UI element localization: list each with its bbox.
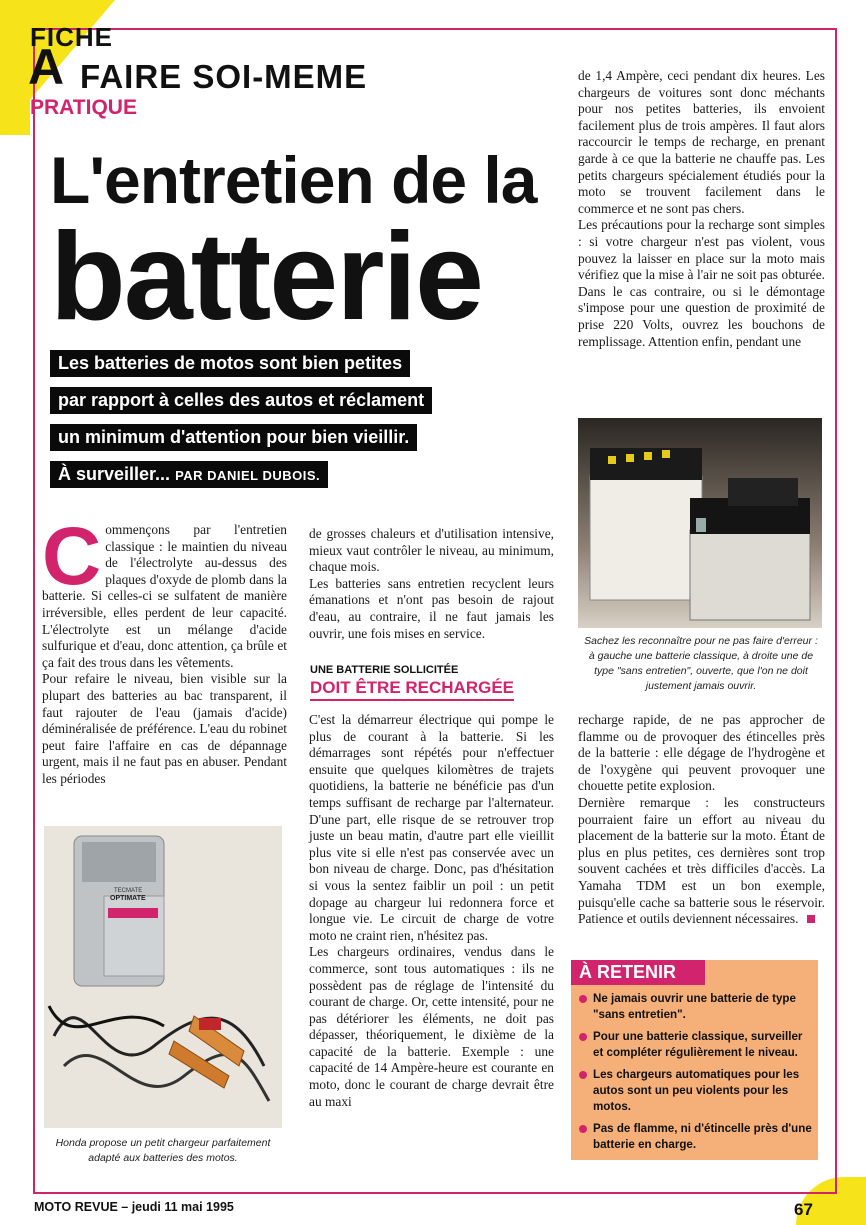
paragraph: C'est la démarreur électrique qui pompe le plus de courant à la batterie. Si les démarrages sont répétés pour n'effectuer ensuite que quelques kilomètres de trajets quotidiens, la batterie ne bénéficie pas d'un temps suffisant de recharge par l'alternateur. D'une part, elle risque de se retrouver trop juste un beau matin, d'autre part elle vieillit plus vite si elle n'est pas conservée avec un bon niveau de charge. Donc, pas d'hésitation si vous la sentez faiblir un poil : un petit dopage au chargeur lui redonnera force et longue vie. Le circuit de charge de votre moto ne craint rien, n'hésitez pas. [309,712,554,943]
paragraph: de 1,4 Ampère, ceci pendant dix heures. Les chargeurs de voitures sont donc méchants pour nos petites batteries, ils envoient facilement plus de trois ampères. Il faut alors raccourcir le temps de recharge, en prenant garde à ce que la batterie ne chauffe pas. Les petits chargeurs spécialement étudiés pour la moto se trouvent facilement dans le commerce et ne sont pas chers. [578,68,825,216]
photo-caption-batteries: Sachez les reconnaître pour ne pas faire d'erreur : à gauche une batterie classique, à droite une de type "sans entretien", ouverte, que l'on ne doit justement jamais ouvrir. [584,635,818,692]
key-point-text: Pour une batterie classique, surveiller et compléter régulièrement le niveau. [593,1030,803,1059]
key-points-title: À RETENIR [571,960,705,985]
charger-photo [44,826,282,1128]
key-point-item [579,1121,812,1153]
column-2-body [309,712,554,1110]
subheading-kicker: UNE BATTERIE SOLLICITÉE [310,664,459,676]
column-3-body [578,712,825,928]
bullet-icon [579,995,587,1003]
lead-text: À surveiller... [58,464,171,484]
rubric-pratique: PRATIQUE [30,96,137,119]
key-point-item [579,1029,812,1061]
key-points-list [571,991,818,1153]
key-point-item [579,991,812,1023]
bullet-icon [579,1033,587,1041]
column-2 [309,526,554,642]
lead-line: Les batteries de motos sont bien petites [50,350,410,377]
rubric-a: A [28,39,65,95]
end-mark-icon [807,915,815,923]
article-title-line2: batterie [50,208,482,346]
batteries-illustration [578,418,822,628]
drop-cap: C [42,511,102,602]
lead-line-last [50,461,328,488]
paragraph: Pour refaire le niveau, bien visible sur la plupart des batteries au bac transparent, il faut rajouter de l'eau (jamais d'acide) déminéralisée de préférence. L'eau du robinet peut faire l'affaire en cas de dépannage urgent, mais il ne faut pas en abuser. Pendant les périodes [42,671,287,786]
rubric-faire: FAIRE SOI-MEME [80,58,368,95]
key-point-text: Ne jamais ouvrir une batterie de type "sans entretien". [593,992,796,1021]
paragraph: Les chargeurs ordinaires, vendus dans le commerce, sont tous automatiques : ils ne possèdent pas de réglage de l'intensité du courant de charge. Or, cette intensité, pour ne pas détériorer les éléments, ne doit pas dépasser, théoriquement, le dixième de la capacité de la batterie. Exemple : une capacité de 14 Ampère-heure est courante en moto, donc le courant de charge devrait être au maxi [309,944,554,1109]
paragraph: ommençons par l'entretien classique : le maintien du niveau de l'électrolyte au-dessus des plaques d'oxyde de plomb dans la batterie. Si celles-ci se sulfatent de manière irréversible, elles perdent de leur capacité. L'électrolyte est un mélange d'acide sulfurique et d'eau, donc attention, ça brûle et ça fait des trous dans les vêtements. [42,522,287,670]
key-points-box [571,960,818,1160]
lead-line: un minimum d'attention pour bien vieillir. [50,424,417,451]
paragraph: de grosses chaleurs et d'utilisation intensive, mieux vaut contrôler le niveau, au minimum, chaque mois. [309,526,554,575]
page-number: 67 [794,1200,813,1219]
byline: PAR DANIEL DUBOIS. [175,468,321,483]
key-point-item [579,1067,812,1115]
column-1 [42,511,287,788]
article-title-line1: L'entretien de la [50,143,537,217]
bullet-icon [579,1071,587,1079]
photo-caption-charger: Honda propose un petit chargeur parfaitement adapté aux batteries des motos. [55,1137,271,1164]
paragraph [578,795,825,928]
footer-publication: MOTO REVUE – jeudi 11 mai 1995 [34,1200,234,1214]
paragraph: Les batteries sans entretien recyclent leurs émanations et n'ont pas besoin de rajout d'eau, au contraire, il ne faut jamais les ouvrir, une fois mises en service. [309,575,554,641]
key-point-text: Les chargeurs automatiques pour les autos sont un peu violents pour les motos. [593,1068,800,1113]
column-3-top [578,68,825,350]
lead-line: par rapport à celles des autos et réclament [50,387,432,414]
rubric-fiche: FICHE [30,22,113,52]
paragraph-text: Dernière remarque : les constructeurs pourraient faire un effort au niveau du placement de la batterie sur la moto. Étant de plus en plus petites, ces dernières sont trop souvent cachées et très difficiles d'accès. La Yamaha TDM est un bon exemple, puisqu'elle cache sa batterie sous le réservoir. Patience et outils deviennent nécessaires. [578,794,825,927]
charger-illustration [44,826,282,1128]
charger-brand-label: OPTIMATE [110,895,146,902]
subheading-title: DOIT ÊTRE RECHARGÉE [310,678,514,701]
batteries-photo [578,418,822,628]
key-point-text: Pas de flamme, ni d'étincelle près d'une batterie en charge. [593,1122,812,1151]
paragraph: Les précautions pour la recharge sont simples : si votre chargeur n'est pas violent, vous pouvez la laisser en place sur la moto mais vérifiez que la mise à l'air ne soit pas obturée. Dans le cas contraire, ou si le démontage s'impose pour une question de proximité de prise 220 Volts, ouvrez les bouchons de remplissage. Attention enfin, pendant une [578,217,825,349]
bullet-icon [579,1125,587,1133]
charger-top-label: TECMATE [114,888,143,894]
paragraph: recharge rapide, de ne pas approcher de flamme ou de provoquer des étincelles près de la batterie : elle dégage de l'hydrogène et de l'oxygène qui peuvent provoquer une chouette petite explosion. [578,712,825,794]
